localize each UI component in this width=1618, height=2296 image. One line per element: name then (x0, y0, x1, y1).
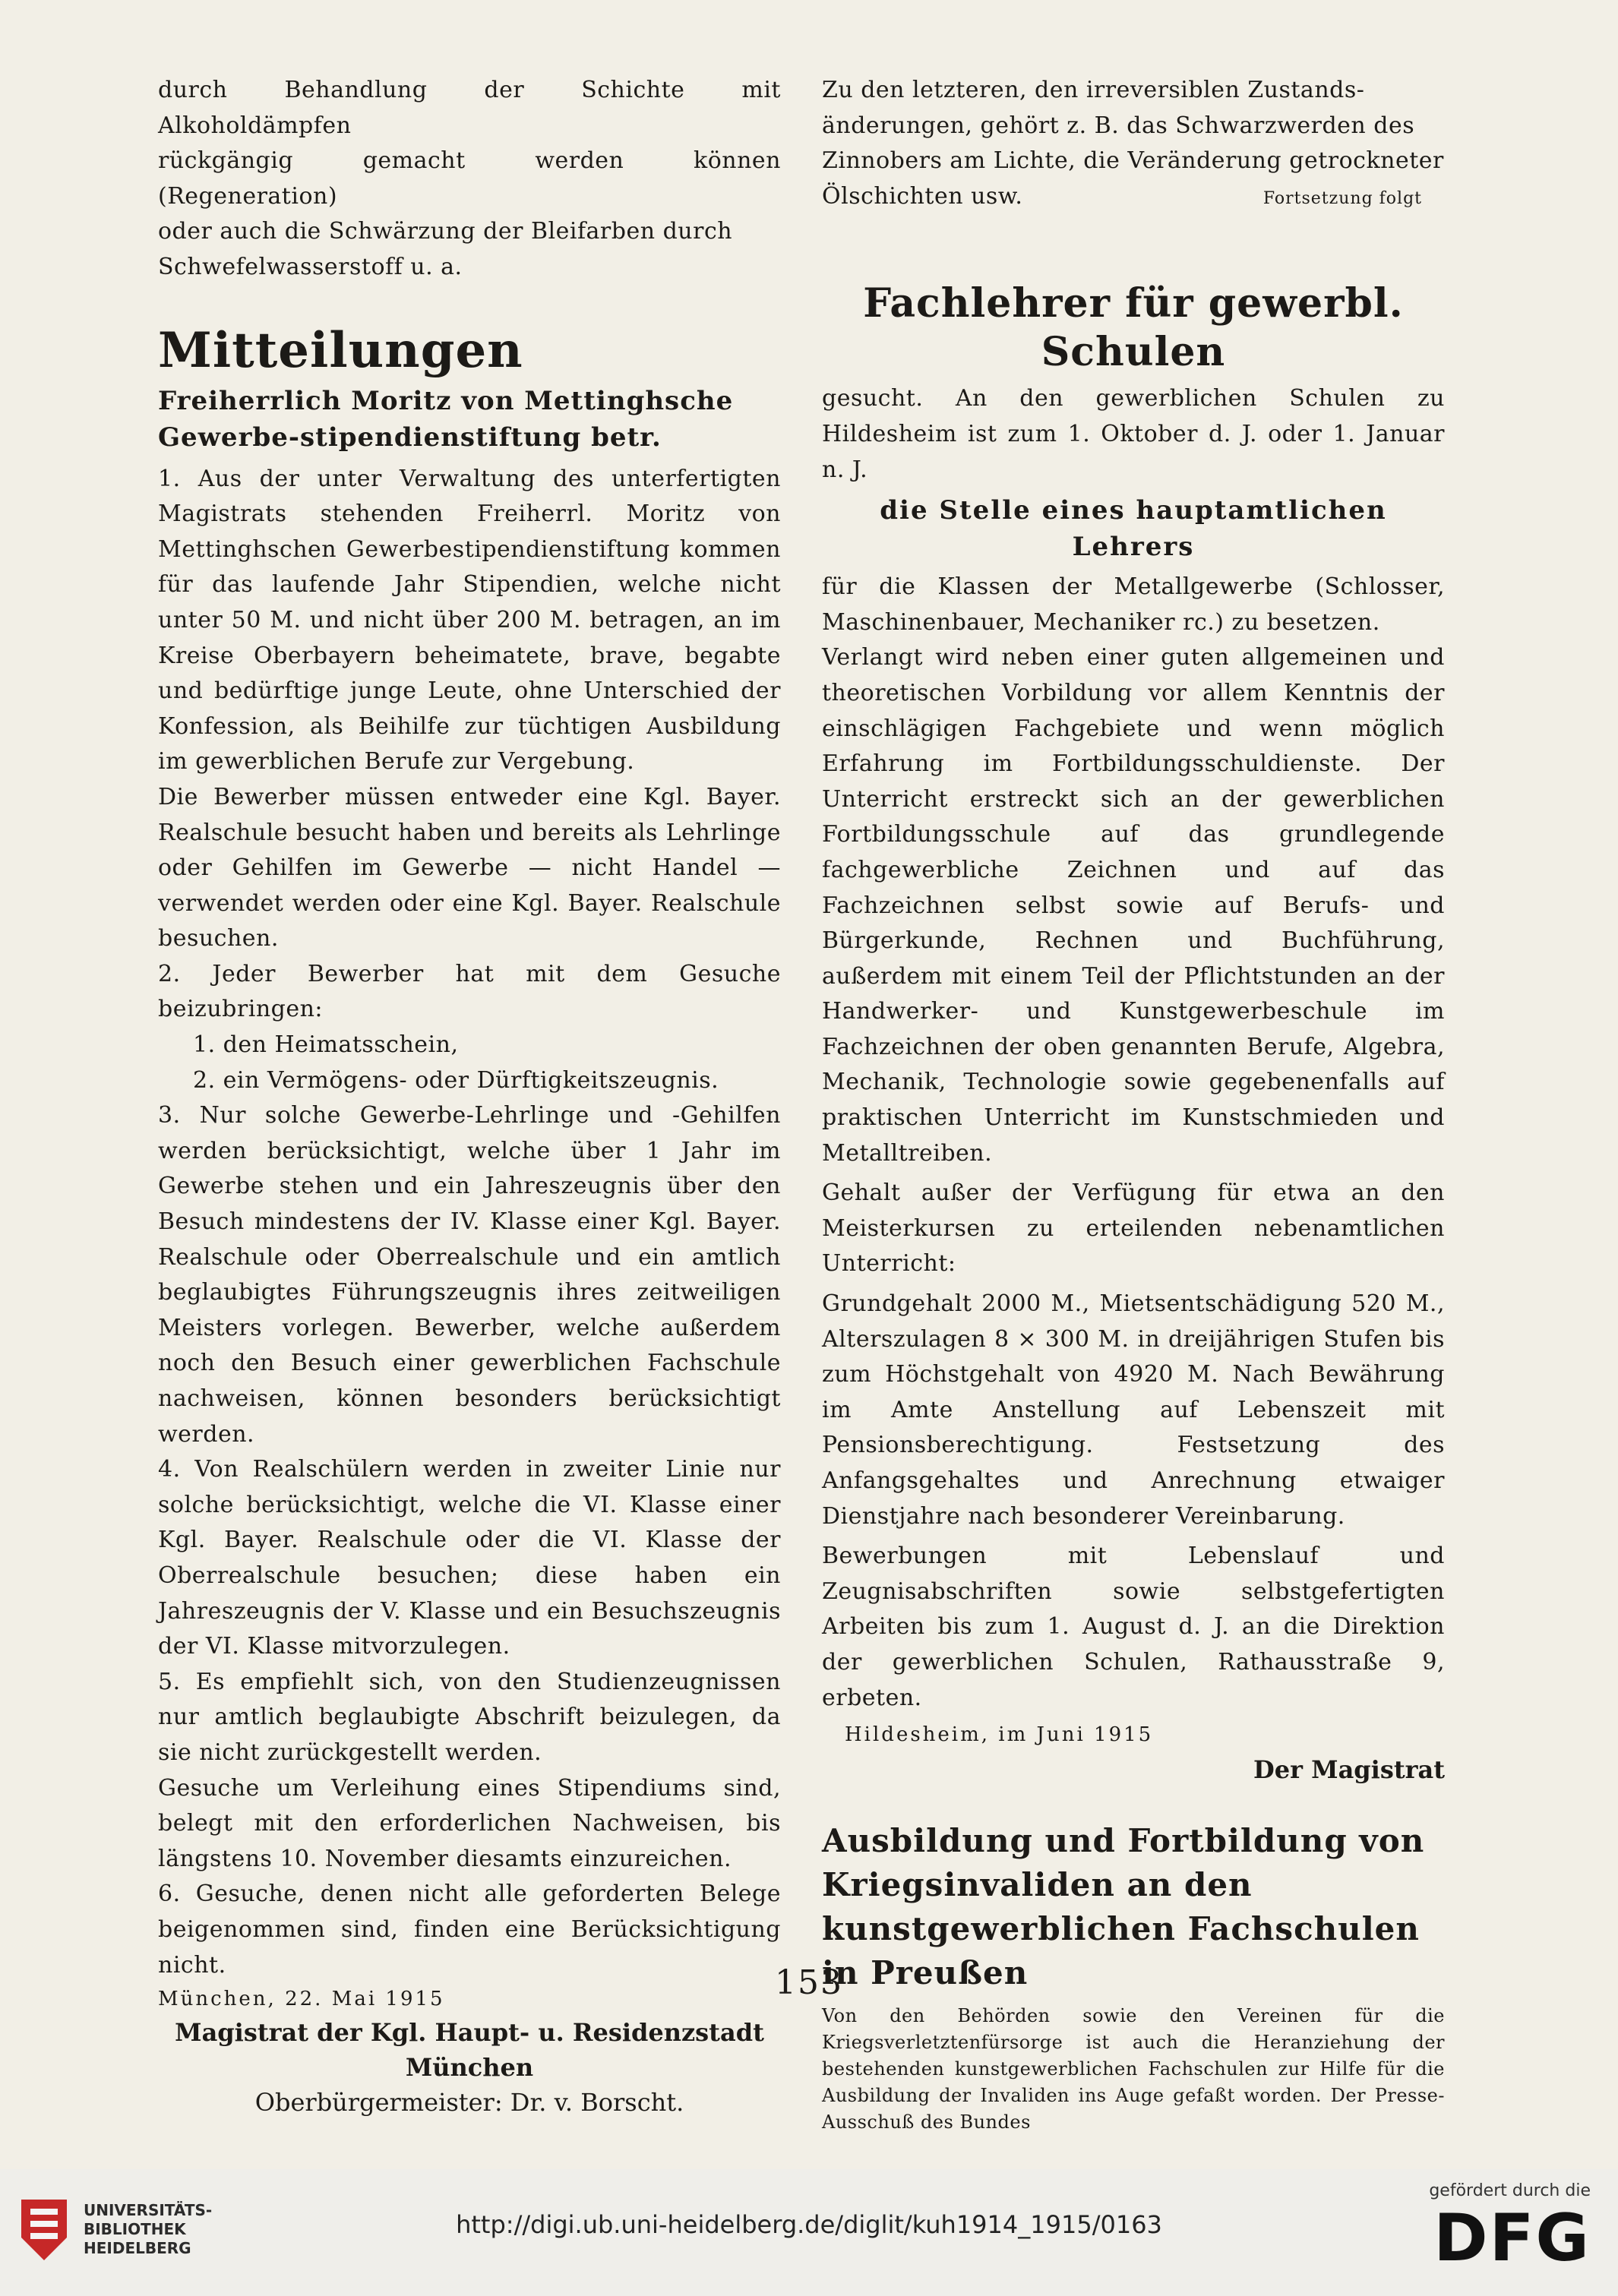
library-line: HEIDELBERG (84, 2239, 191, 2257)
paragraph: 1. Aus der unter Verwaltung des unterfertigten Magistrats stehenden Freiherrl. Moritz von Mettinghschen Gewerbestipendienstiftung kommen für das laufende Jahr Stipendien, welche nicht unter 50 M. und nicht über 200 M. betragen, an im Kreise Oberbayern beheimatete, brave, begabte und bedürftige junge Leute, ohne Unterschied der Konfession, als Beihilfe zur tüchtigen Ausbildung im gewerblichen Berufe zur Vergebung. (158, 465, 781, 775)
paragraph: Grundgehalt 2000 M., Mietsentschädigung 520 M., Alterszulagen 8 × 300 M. in dreijährigen Stufen bis zum Höchstgehalt von 4920 M. Nach Bewährung im Amte Anstellung auf Lebenszeit mit Pensionsberechtigung. Festsetzung des Anfangsgehaltes und Anrechnung etwaiger Dienstjahre nach besonderer Vereinbarung. (822, 1290, 1445, 1530)
left-column (158, 73, 781, 2120)
job-ad-heading: die Stelle eines hauptamtlichen Lehrers (880, 495, 1387, 563)
paragraph: 3. Nur solche Gewerbe-Lehrlinge und -Gehilfen werden berücksichtigt, welche über 1 Jahr im Gewerbe stehen und ein Jahreszeugnis über den Besuch mindestens der IV. Klasse einer Kgl. Bayer. Realschule oder Oberrealschule und ein amtlich beglaubigtes Führungszeugnis ihres zeitweiligen Meisters vorlegen. Bewerber, welche außerdem noch den Besuch einer gewerblichen Fachschule nachweisen, können besonders berücksichtigt werden. (158, 1102, 781, 1448)
intro-line: Ölschichten usw. (822, 182, 1023, 210)
paragraph: für die Klassen der Metallgewerbe (Schlosser, Maschinenbauer, Mechaniker rc.) zu besetzen. (822, 573, 1445, 636)
library-line: BIBLIOTHEK (84, 2220, 186, 2238)
job-ad-date: Hildesheim, im Juni 1915 (845, 1723, 1154, 1747)
library-line: UNIVERSITÄTS- (84, 2201, 213, 2219)
paragraph: 4. Von Realschülern werden in zweiter Linie nur solche berücksichtigt, welche die VI. Klasse einer Kgl. Bayer. Realschule oder die VI. Klasse der Oberrealschule besuchen; diese haben ein Jahreszeugnis der V. Klasse und ein Besuchszeugnis der VI. Klasse mitvorzulegen. (158, 1456, 781, 1660)
intro-line: änderungen, gehört z. B. das Schwarzwerden des (822, 112, 1415, 139)
job-ad-signature: Der Magistrat (1253, 1755, 1445, 1785)
signature-organization: Magistrat der Kgl. Haupt- u. Residenzstadt München (175, 2018, 764, 2083)
left-intro (158, 73, 781, 286)
job-ad-intro: gesucht. An den gewerblichen Schulen zu Hildesheim ist zum 1. Oktober d. J. oder 1. Januar n. J. (822, 385, 1445, 483)
paragraph: Gesuche um Verleihung eines Stipendiums sind, belegt mit den erforderlichen Nachweisen, bis längstens 10. November diesamts einzureichen. (158, 1774, 781, 1872)
funder-block (1386, 2181, 1591, 2288)
list-item: 2. ein Vermögens- oder Dürftigkeitszeugnis. (193, 1066, 719, 1094)
page-number: 153 (775, 1963, 843, 2002)
intro-line: oder auch die Schwärzung der Bleifarben durch (158, 218, 733, 245)
source-url[interactable]: http://digi.ub.uni-heidelberg.de/diglit/kuh1914_1915/0163 (456, 2210, 1162, 2239)
intro-last-line (822, 179, 1445, 215)
job-ad-title: Fachlehrer für gewerbl. Schulen (863, 280, 1404, 376)
right-intro (822, 73, 1445, 214)
paragraph: 2. Jeder Bewerber hat mit dem Gesuche beizubringen: (158, 960, 781, 1023)
intro-line: Zu den letzteren, den irreversiblen Zustands- (822, 77, 1365, 103)
funder-label: gefördert durch die (1429, 2181, 1591, 2200)
section-title: Mitteilungen (158, 321, 523, 379)
paragraph: 5. Es empfiehlt sich, von den Studienzeugnissen nur amtlich beglaubigte Abschrift beizulegen, da sie nicht zurückgestellt werden. (158, 1668, 781, 1766)
article-title: Ausbildung und Fortbildung von Kriegsinvaliden an den kunstgewerblichen Fachschulen in Preußen (822, 1822, 1425, 1992)
paragraph: Gehalt außer der Verfügung für etwa an den Meisterkursen zu erteilenden nebenamtlichen Unterricht: (822, 1180, 1445, 1277)
intro-line: rückgängig gemacht werden können (Regeneration) (158, 147, 781, 210)
paragraph: Bewerbungen mit Lebenslauf und Zeugnisabschriften sowie selbstgefertigten Arbeiten bis zum 1. August d. J. an die Direktion der gewerblichen Schulen, Rathausstraße 9, erbeten. (822, 1543, 1445, 1711)
article-text: Von den Behörden sowie den Vereinen für die Kriegsverletztenfürsorge ist auch die Heranziehung der bestehenden kunstgewerblichen Fachschulen zur Hilfe für die Ausbildung der Invaliden ins Auge gefaßt worden. Der Presse-Ausschuß des Bundes (822, 2005, 1445, 2133)
continuation-note: Fortsetzung folgt (1262, 188, 1422, 208)
dfg-logo: DFG (1433, 2200, 1591, 2276)
intro-line: Schwefelwasserstoff u. a. (158, 253, 463, 280)
list-item: 1. den Heimatsschein, (193, 1031, 459, 1059)
paragraph: Die Bewerber müssen entweder eine Kgl. Bayer. Realschule besucht haben und bereits als Lehrlinge oder Gehilfen im Gewerbe — nicht Handel — verwendet werden oder eine Kgl. Bayer. Realschule besuchen. (158, 783, 781, 952)
paragraph: 6. Gesuche, denen nicht alle geforderten Belege beigenommen sind, finden eine Berücksichtigung nicht. (158, 1881, 781, 1979)
right-column (822, 73, 1445, 2136)
notice-date: München, 22. Mai 1915 (158, 1988, 445, 2011)
paragraph: Verlangt wird neben einer guten allgemeinen und theoretischen Vorbildung vor allem Kenntnis der einschlägigen Fachgebiete und wenn möglich Erfahrung im Fortbildungsschuldienste. Der Unterricht erstreckt sich an der gewerblichen Fortbildungsschule auf das grundlegende fachgewerbliche Zeichnen und auf das Fachzeichnen selbst sowie auf Berufs- und Bürgerkunde, Rechnen und Buchführung, außerdem mit einem Teil der Pflichtstunden an der Handwerker- und Kunstgewerbeschule im Fachzeichnen der oben genannten Berufe, Algebra, Mechanik, Technologie sowie gegebenenfalls auf praktischen Unterricht im Kunstschmieden und Metalltreiben. (822, 644, 1445, 1167)
intro-line: durch Behandlung der Schichte mit Alkoholdämpfen (158, 77, 781, 139)
intro-line: Zinnobers am Lichte, die Veränderung getrockneter (822, 147, 1444, 175)
notice-subtitle: Freiherrlich Moritz von Mettinghsche Gewerbe-stipendienstiftung betr. (158, 385, 734, 453)
digitization-footer (0, 2169, 1618, 2296)
signature-name: Oberbürgermeister: Dr. v. Borscht. (254, 2088, 684, 2118)
